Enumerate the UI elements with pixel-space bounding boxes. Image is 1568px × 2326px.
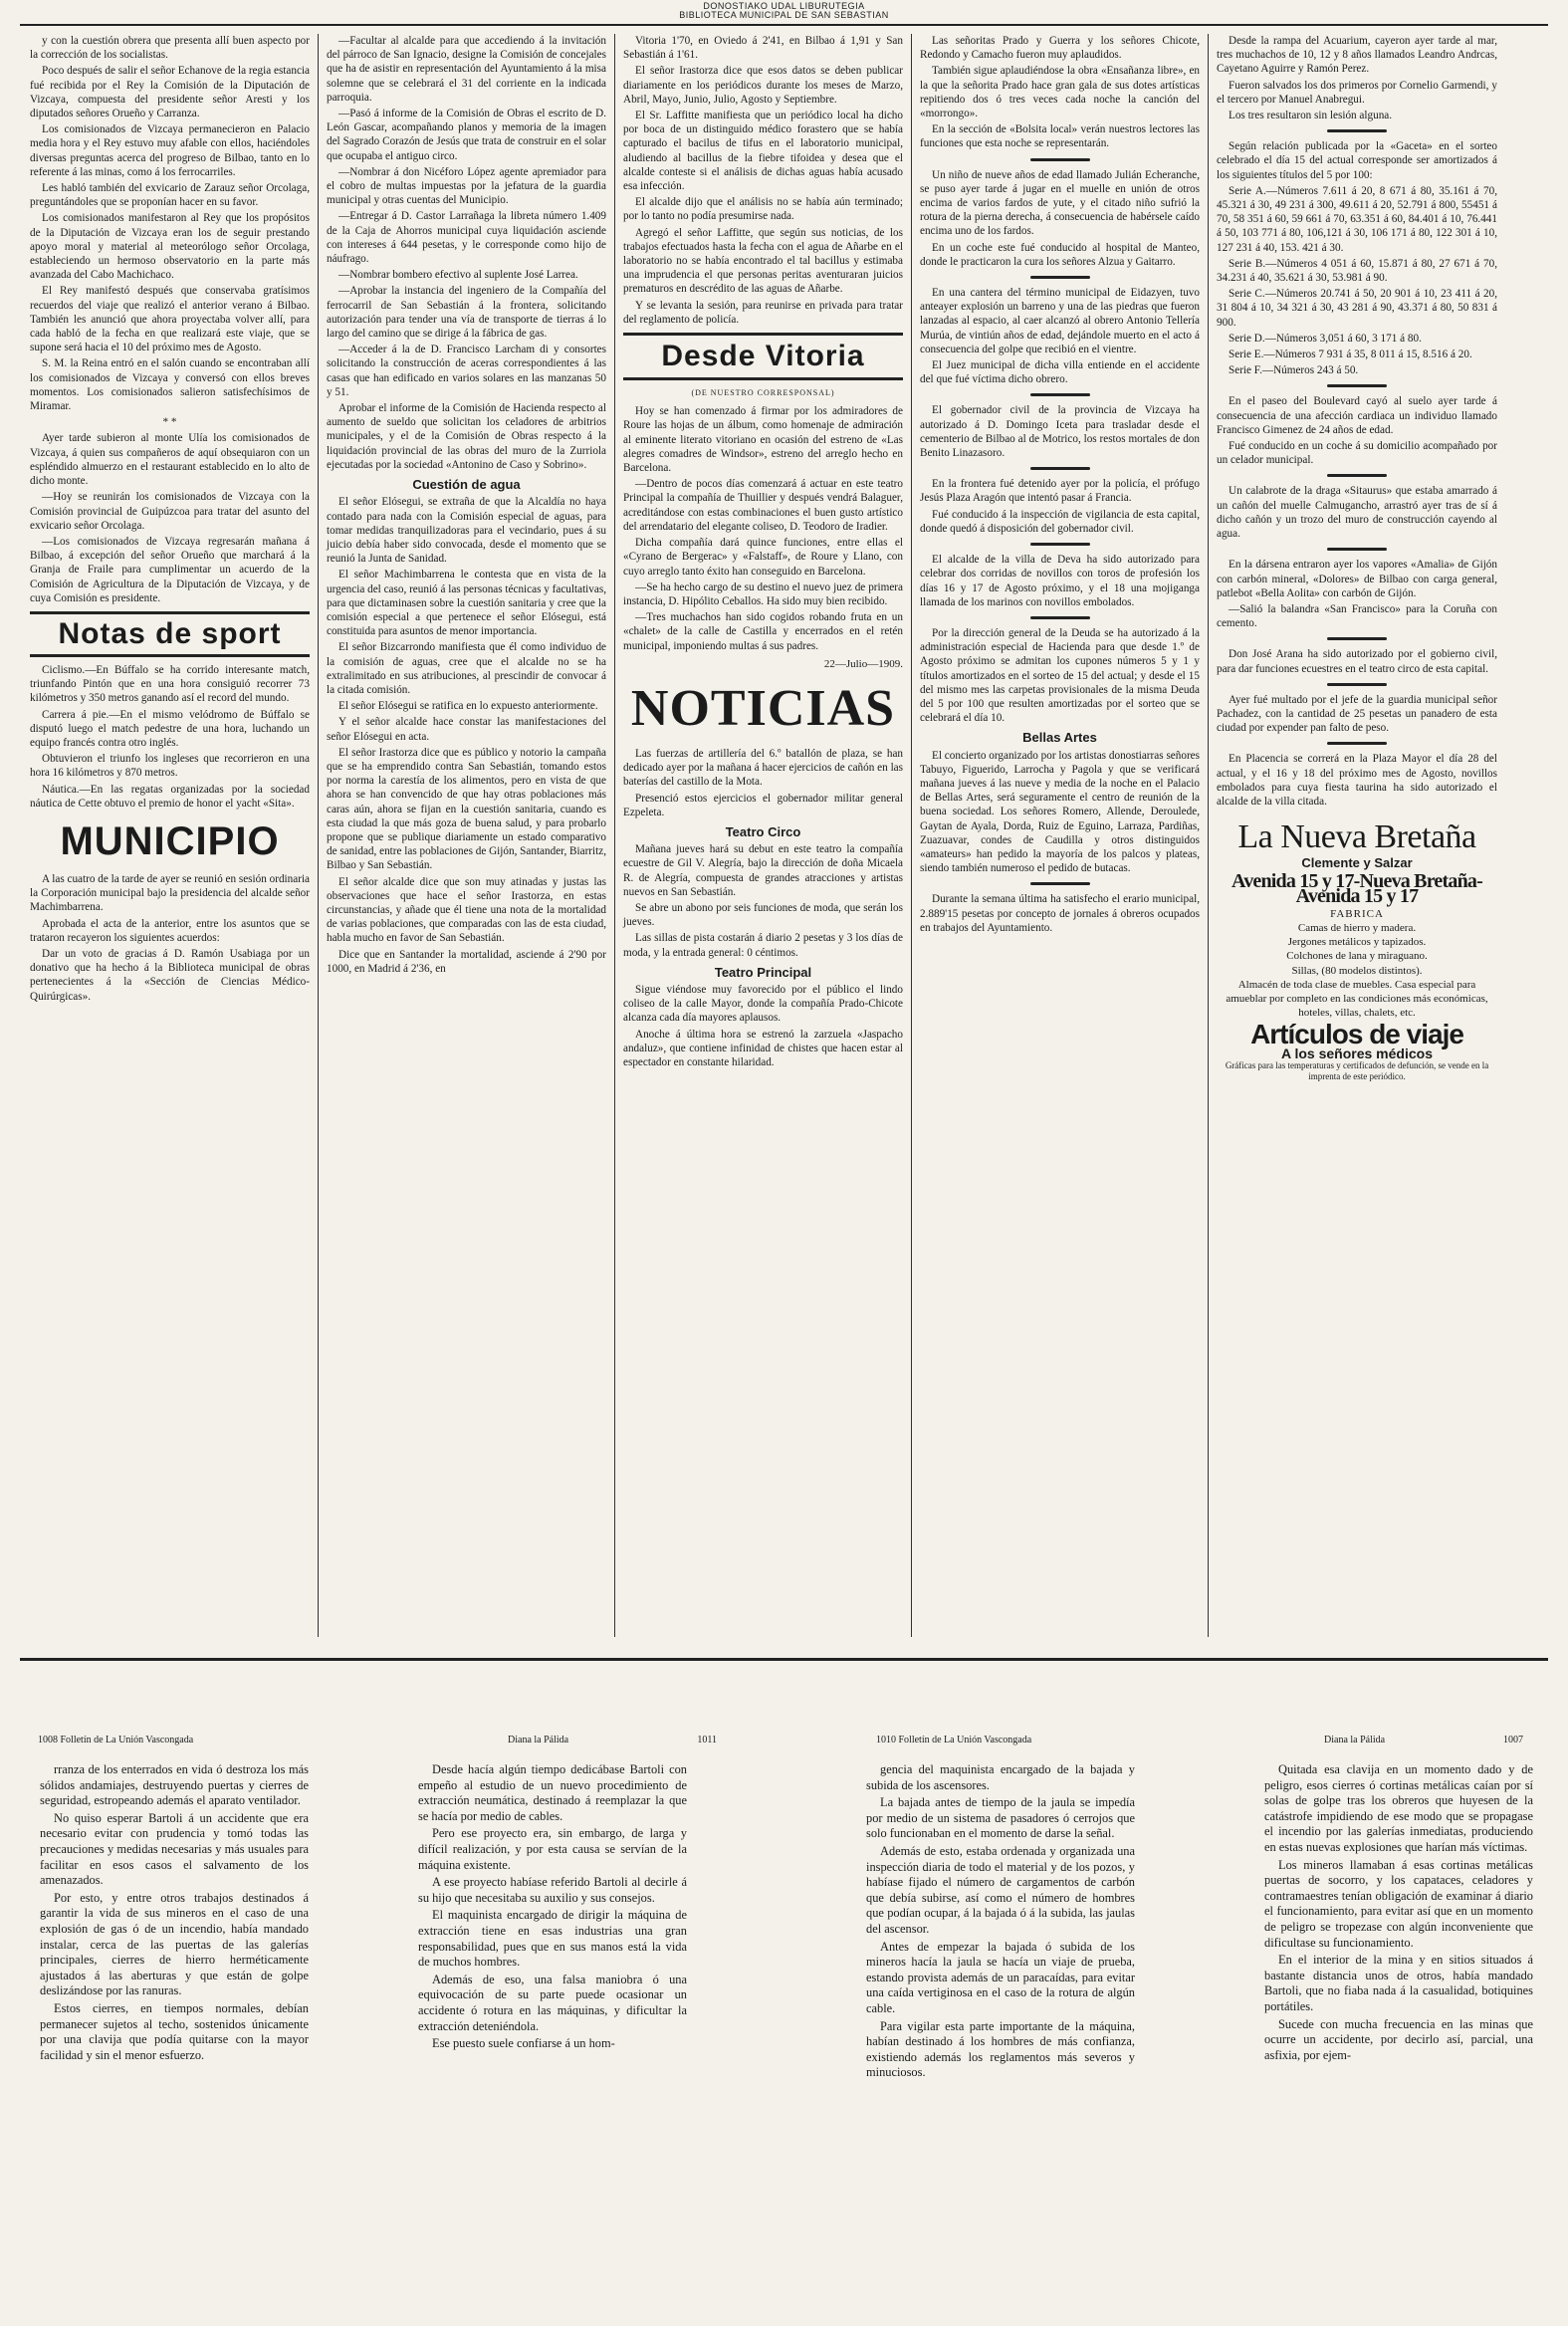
separator bbox=[1327, 742, 1387, 745]
paragraph: El alcalde de la villa de Deva ha sido autorizado para celebrar dos corridas de novillos con toros de profesión los días 16 y 17 de Agosto próximo, y el 18 una mojiganga llamada de los marinos con novillos embolados. bbox=[920, 554, 1200, 608]
paragraph: Serie A.—Números 7.611 á 20, 8 671 á 80, 35.161 á 70, 45.321 á 30, 49 231 á 300, 49.611 á 20, 52.791 á 800, 55451 á 70, 58 351 á 60, 59 661 á 70, 63.351 á 60, 84.401 á 10, 76.441 á 50, 103 771 á 80, 106,121 á 30, 106 171 á 80, 122 301 á 10, 127 231 á 40, 153. 421 á 30. bbox=[1217, 184, 1497, 254]
paragraph: Vitoria 1'70, en Oviedo á 2'41, en Bilbao á 1,91 y San Sebastián á 1'61. bbox=[623, 35, 903, 62]
paragraph: El señor Elósegui, se extraña de que la Alcaldía no haya contado para nada con la Comisión especial de aguas, para tomar medidas tranquilizadoras para el vecindario, pues á su juicio debía haber sido convocada, desde el momento que se reunió la Junta de Sanidad. bbox=[327, 496, 606, 566]
ad-line: Colchones de lana y miraguano. bbox=[1286, 950, 1428, 963]
separator bbox=[1030, 276, 1090, 279]
paragraph: Dicha compañía dará quince funciones, entre ellas el «Cyrano de Bergerac» y «Falstaff», de Roure y Llano, con cuyo arreglo tanto éxito han conseguido en Barcelona. bbox=[623, 537, 903, 578]
ad-line: Sillas, (80 modelos distintos). bbox=[1291, 964, 1423, 977]
paragraph: Poco después de salir el señor Echanove de la regia estancia fué recibida por el Rey la Comisión de la Diputación de Vizcaya, compuesta del presidente señor Aresti y los diputados señores Orueño y Carranza. bbox=[30, 65, 311, 120]
paragraph: —Hoy se reunirán los comisionados de Vizcaya con la Comisión provincial de Guipúzcoa para tratar del asunto del exvicario señor Orcolaga. bbox=[30, 491, 310, 532]
paragraph: El Rey manifestó después que conservaba gratísimos recuerdos del viaje que realizó el anterior verano á Bilbao. También les anunció que ahora proyectaba volver allí, para cada habló de la fecha en que realizará este viaje, que se supone será hacia el 10 del próximo mes de Agosto. bbox=[30, 285, 310, 354]
paragraph: —Los comisionados de Vizcaya regresarán mañana á Bilbao, á excepción del señor Orueño que marchará á la Granja de Fraile para cumplimentar un acuerdo de la Comisión de Agricultura de la Diputación de Vizcaya, y de cuya Comisión es presidente. bbox=[30, 535, 310, 604]
paragraph: Mañana jueves hará su debut en este teatro la compañía ecuestre de Gil V. Alegría, bajo la dirección de doña Micaela R. de Alegría, compuesta de grandes atracciones y artistas nuevos en San Sebastián. bbox=[623, 843, 903, 898]
advertisement bbox=[1217, 818, 1497, 1082]
paragraph: Las sillas de pista costarán á diario 2 pesetas y 3 los días de moda, y la entrada general: 0 céntimos. bbox=[623, 932, 903, 959]
feuilleton-header-1 bbox=[38, 1735, 193, 1748]
paragraph: No quiso esperar Bartoli á un accidente que era necesario evitar con prudencia y tomó todas las precauciones y medidas necesarias y más usuales para facilitar en esos casos el salvamento de los amenazados. bbox=[40, 1810, 309, 1888]
paragraph: Según relación publicada por la «Gaceta» en el sorteo celebrado el día 15 del actual corresponde ser amortizados á los siguientes títulos del 5 por 100: bbox=[1217, 140, 1497, 181]
paragraph: El gobernador civil de la provincia de Vizcaya ha autorizado á D. Domingo Iceta para trasladar desde el cementerio de Bilbao al de Motrico, los restos mortales de don Benito Linazasoro. bbox=[920, 404, 1200, 460]
section-title-sport: Notas de sport bbox=[30, 611, 310, 657]
paragraph: Presenció estos ejercicios el gobernador militar general Ezpeleta. bbox=[623, 792, 903, 818]
paragraph: Dice que en Santander la mortalidad, asciende á 2'90 por 1000, en Madrid á 2'36, en bbox=[327, 948, 606, 975]
column-3 bbox=[615, 34, 912, 1637]
paragraph: —Salió la balandra «San Francisco» para la Coruña con cemento. bbox=[1217, 602, 1497, 630]
paragraph: Se abre un abono por seis funciones de moda, que serán los jueves. bbox=[623, 901, 903, 929]
paragraph: Un niño de nueve años de edad llamado Julián Echeranche, se puso ayer tarde á jugar en el muelle en unión de otros encima de varios fardos de yute, y el citado niño sufrió la rotura de la pierna derecha, á consecuencia de habérsele caído encima uno de los fardos. bbox=[920, 168, 1200, 238]
paragraph: Para vigilar esta parte importante de la máquina, habían destinado á los hombres de más confianza, existiendo además los reglamentos más severos y minuciosos. bbox=[866, 2018, 1135, 2080]
paragraph: Obtuvieron el triunfo los ingleses que recorrieron en una hora 16 kilómetros y 870 metros. bbox=[30, 753, 310, 780]
ad-business-name: La Nueva Bretaña bbox=[1237, 818, 1476, 856]
paragraph: rranza de los enterrados en vida ó destroza los más sólidos andamiajes, destruyendo puertas y cierres de seguridad, estropeando además el aparato ventilador. bbox=[40, 1762, 309, 1808]
paragraph: Por la dirección general de la Deuda se ha autorizado á la administración especial de Hacienda para que desde 1.º de Agosto próximo se admitan los cupones números 5 y 1 y títulos amortizados en el sorteo de 15 del actual; y desde el 15 del mismo mes las carpetas provisionales de la misma Deuda del 5 por 100 que resulten amortizadas por el sorteo que se celebrará el día 10. bbox=[920, 626, 1200, 725]
separator bbox=[1327, 129, 1387, 132]
subheading-teatro-principal: Teatro Principal bbox=[714, 964, 812, 980]
paragraph: Fué conducido en un coche á su domicilio acompañado por un celador municipal. bbox=[1217, 440, 1497, 467]
paragraph: —Entregar á D. Castor Larrañaga la libreta número 1.409 de la Caja de Ahorros municipal cuya liquidación asciende con intereses á 644 pesetas, y le corresponde como hijo de náufrago. bbox=[327, 210, 606, 266]
paragraph: Sigue viéndose muy favorecido por el público el lindo coliseo de la calle Mayor, donde la compañía Prado-Chicote alcanza cada día mayores aplausos. bbox=[623, 983, 903, 1025]
paragraph: gencia del maquinista encargado de la bajada y subida de los ascensores. bbox=[866, 1762, 1135, 1792]
paragraph: —Pasó á informe de la Comisión de Obras el escrito de D. León Gascar, acompañando planos y memoria de la imagen del Sagrado Corazón de Jesús que trata de construir en el solar que ocupaba el antiguo circo. bbox=[327, 108, 606, 162]
paragraph: Estos cierres, en tiempos normales, debían permanecer sujetos al techo, sostenidos únicamente por una clavija que podía quitarse con la mayor facilidad y sin el menor esfuerzo. bbox=[40, 2000, 309, 2062]
paragraph: Les habló también del exvicario de Zarauz señor Orcolaga, preguntándoles que se proponían hacer en su favor. bbox=[30, 182, 310, 209]
paragraph: Pero ese proyecto era, sin embargo, de larga y difícil realización, y por esta causa se servían de la máquina existente. bbox=[418, 1826, 687, 1872]
library-stamp bbox=[0, 2, 1568, 20]
paragraph: El concierto organizado por los artistas donostiarras señores Tabuyo, Figuerido, Larrocha y Pagola y que se verificará mañana jueves á las nueve y media de la noche en el Palacio de Bellas Artes, será seguramente el centro de reunión de la buena sociedad. Los señores Romero, Allende, Deroulede, Gaytan de Ayala, Dorda, Ruiz de Eguino, Larraza, Pardiñas, Zuazuavar, condes de Caudilla y otros distinguidos «amateurs» han pedido la mayoría de los palcos y plateas, siendo también numeroso el pedido de butacas. bbox=[920, 749, 1200, 875]
paragraph: —Nombrar á don Nicéforo López agente apremiador para el cobro de multas impuestas por la jefatura de la guardia municipal y otras cuentas del Municipio. bbox=[327, 165, 606, 207]
paragraph: Los comisionados de Vizcaya permanecieron en Palacio media hora y el Rey estuvo muy afable con ellos, haciéndoles diversas preguntas acerca del progreso de Bilbao, tanto en lo referente á las minas, como á los ferrocarriles. bbox=[30, 123, 310, 178]
paragraph: Fué conducido á la inspección de vigilancia de esta capital, donde quedó á disposición del gobernador civil. bbox=[920, 508, 1200, 535]
paragraph: El Sr. Laffitte manifiesta que un periódico local ha dicho por boca de un distinguido médico forastero que se había capturado el bacilus de tifus en el laboratorio municipal, aludiendo al bacillus de la fiebre tifoidea y desea que el alcalde conteste si el análisis de dichas aguas había acusado esa infección. bbox=[623, 110, 903, 193]
separator bbox=[1327, 384, 1387, 387]
paragraph: Serie B.—Números 4 051 á 60, 15.871 á 80, 27 671 á 70, 34.231 á 40, 35.621 á 30, 53.981 á 90. bbox=[1217, 257, 1497, 285]
separator bbox=[1327, 683, 1387, 686]
paragraph: Quitada esa clavija en un momento dado y de peligro, esos cierres ó cortinas metálicas caían por sí solas de golpe tras los obreros que huyesen de la catástrofe impidiendo de ese modo que se propagase el incendio por las galerías inmediatas, produciendo en estas nuevas explosiones que harían más víctimas. bbox=[1264, 1762, 1533, 1854]
section-title-noticias: NOTICIAS bbox=[630, 679, 896, 737]
asterism: * * bbox=[162, 416, 177, 429]
feuilleton-header-text: Diana la Pálida bbox=[1324, 1735, 1386, 1745]
paragraph: Desde hacía algún tiempo dedicábase Bartoli con empeño al estudio de un nuevo procedimiento de extracción neumática, destinado á reemplazar la que se hacía por medio de cables. bbox=[418, 1762, 687, 1823]
page-bottom-rule bbox=[20, 1658, 1548, 1661]
paragraph: Desde la rampa del Acuarium, cayeron ayer tarde al mar, tres muchachos de 10, 12 y 8 años llamados Leandro Andrcas, Cayetano Aguirre y Ramón Perez. bbox=[1217, 35, 1497, 76]
paragraph: En el paseo del Boulevard cayó al suelo ayer tarde á consecuencia de una afección cardiaca un individuo llamado Francisco Gimenez de 24 años de edad. bbox=[1217, 395, 1497, 436]
ad-line: Jergones metálicos y tapizados. bbox=[1287, 936, 1427, 949]
feuilleton-header-text: 1008 Folletín de La Unión Vascongada bbox=[38, 1735, 194, 1745]
paragraph: Las fuerzas de artillería del 6.º batallón de plaza, se han dedicado ayer por la mañana á hacer ejercicios de cañón en las baterías del castillo de la Mota. bbox=[623, 747, 903, 789]
paragraph: Y el señor alcalde hace constar las manifestaciones del señor Elósegui en acta. bbox=[327, 716, 606, 743]
paragraph: Ayer fué multado por el jefe de la guardia municipal señor Pachadez, con la cantidad de 25 pesetas un panadero de esta ciudad por expender pan falto de peso. bbox=[1217, 693, 1497, 735]
paragraph: Serie E.—Números 7 931 á 35, 8 011 á 15, 8.516 á 20. bbox=[1229, 349, 1472, 361]
paragraph: Agregó el señor Laffitte, que según sus noticias, de los trabajos efectuados hasta la fecha con el agua de Añarbe en el laboratorio no se había encontrado el tal bacillus y estimaba una imprudencia el que personas peritas aventuraran juicios prematuros en descrédito de las aguas de Añarbe. bbox=[623, 226, 903, 296]
paragraph: Ciclismo.—En Búffalo se ha corrido interesante match, triunfando Pintón que en una hora consiguió recorrer 73 kilómetros y 350 metros ganando así el record del mundo. bbox=[30, 663, 310, 705]
top-rule bbox=[20, 24, 1548, 26]
paragraph: En la dársena entraron ayer los vapores «Amalia» de Gijón con carbón mineral, «Dolores» de Bilbao con carga general, patlebot «Bella Aolita» con carbón de Gijón. bbox=[1217, 559, 1497, 599]
paragraph: El señor Elósegui se ratifica en lo expuesto anteriormente. bbox=[338, 700, 598, 713]
separator bbox=[1030, 393, 1090, 396]
paragraph: También sigue aplaudiéndose la obra «Ensañanza libre», en la que la señorita Prado hace gran gala de sus dotes artísticas repitiendo dos ó tres veces cada noche la canción del «morrongo». bbox=[920, 65, 1200, 120]
paragraph: —Aprobar la instancia del ingeniero de la Compañía del ferrocarril de San Sebastián á la frontera, solicitando autorización para tender una vía de transporte de tierras á lo largo del camino que se dirige á la fábrica de gas. bbox=[327, 285, 606, 341]
paragraph: Serie D.—Números 3,051 á 60, 3 171 á 80. bbox=[1229, 332, 1422, 345]
paragraph: Anoche á última hora se estrenó la zarzuela «Jaspacho andaluz», que contiene infinidad de chistes que hacen estar al espectador en constante hilaridad. bbox=[623, 1028, 903, 1068]
paragraph: —Tres muchachos han sido cogidos robando fruta en un «chalet» de la calle de Castilla y encerrados en el retén municipal, imponiendo multas á sus padres. bbox=[623, 611, 903, 652]
correspondent-note: (DE NUESTRO CORRESPONSAL) bbox=[691, 388, 835, 398]
feuilleton-column-1 bbox=[40, 1762, 309, 2065]
ad-travel-title: Artículos de viaje bbox=[1250, 1019, 1463, 1050]
feuilleton-page-number: 1007 bbox=[1503, 1735, 1523, 1745]
separator bbox=[1327, 474, 1387, 477]
paragraph: Aprobar el informe de la Comisión de Hacienda respecto al aumento de sueldo que solicitan los celadores de arbitrios municipales, y el de la Comisión de Obras respecto á la liquidación provincial de las obras del muro de la Zurriola ejecutadas por la sociedad «Antonino de Caso y Sobrino». bbox=[327, 402, 606, 471]
paragraph: —Acceder á la de D. Francisco Larcham di y consortes solicitando la construcción de aceras correspondientes á las casas que han edificado en varios solares en las manzanas 50 y 51. bbox=[327, 344, 606, 398]
feuilleton-header-4 bbox=[1324, 1735, 1523, 1748]
feuilleton-header-3 bbox=[876, 1735, 1031, 1748]
separator bbox=[1030, 882, 1090, 885]
separator bbox=[1327, 637, 1387, 640]
paragraph: La bajada antes de tiempo de la jaula se impedía por medio de un sistema de pasadores ó cerrojos que solo funcionaban en el momento de darse la señal. bbox=[866, 1795, 1135, 1841]
column-2 bbox=[319, 34, 615, 1637]
feuilleton-header-text: 1010 Folletín de La Unión Vascongada bbox=[876, 1735, 1032, 1745]
paragraph: Además de eso, una falsa maniobra ó una equivocación de su parte puede ocasionar un accidente ó rotura en las máquinas, y dificultar la extracción deteniéndola. bbox=[418, 1972, 687, 2033]
ad-label: FABRICA bbox=[1330, 907, 1384, 920]
ad-line: Camas de hierro y madera. bbox=[1297, 921, 1417, 934]
paragraph: El señor Irastorza dice que es público y notorio la campaña que se ha emprendido contra San Sebastián, tomando estos por norma la carestía de los alimentos, pero en vista de que ahora se han convencido de que hay otras poblaciones más caras aún, ahora se fijan en la cuestión sanitaria, cuando es esta ciudad la que más goza de buena salud, y para probarlo propone que se publique diariamente un estado comparativo de sanidad, entre las poblaciones de Gijón, Santander, Biarritz, Bilbao y San Sebastián. bbox=[327, 746, 607, 872]
paragraph: En el interior de la mina y en sitios situados á bastante distancia unos de otros, había mandado Bartoli, que no fiaba nada á la casualidad, botiquines portátiles. bbox=[1264, 1953, 1533, 2013]
library-stamp-line2: BIBLIOTECA MUNICIPAL DE SAN SEBASTIAN bbox=[679, 10, 889, 20]
paragraph: Los tres resultaron sin lesión alguna. bbox=[1229, 110, 1393, 122]
paragraph: Además de esto, estaba ordenada y organizada una inspección diaria de todo el material y de los pozos, y habíase fijado el número de cargamentos de carbón que debía subirse, así como el número de hombres que podían ocupar, á la bajada ó á la subida, las jaulas del ascensor. bbox=[866, 1843, 1135, 1936]
paragraph: Un calabrote de la draga «Sitaurus» que estaba amarrado á un cañón del muelle Calmugancho, arrastró ayer tras de sí á dicho cañón y un trozo del muro de construcción cayendo al agua. bbox=[1217, 485, 1497, 541]
paragraph: Ese puesto suele confiarse á un hom- bbox=[432, 2036, 615, 2051]
subheading-teatro-circo: Teatro Circo bbox=[725, 823, 801, 839]
paragraph: El señor alcalde dice que son muy atinadas y justas las observaciones que hace el señor Irastorza, en estas circunstancias, y añade que él tiene una nota de la mortalidad de varias poblaciones, que comparadas con las de esta ciudad, habla mucho en favor de San Sebastián. bbox=[327, 875, 606, 945]
separator bbox=[1030, 616, 1090, 619]
paragraph: Los mineros llamaban á esas cortinas metálicas puertas de socorro, y los capataces, celadores y contramaestres tenían obligación de examinar á diario el funcionamiento, para evitar así que en un momento de peligro se tropezase con algún inconveniente que dificultase su funcionamiento. bbox=[1264, 1857, 1533, 1950]
paragraph: En la sección de «Bolsita local» verán nuestros lectores las funciones que esta noche se representarán. bbox=[920, 123, 1200, 150]
paragraph: Carrera á pie.—En el mismo velódromo de Búffalo se disputó luego el match pedestre de una hora, luchando un equipo francés contra otro inglés. bbox=[30, 708, 310, 749]
paragraph: Durante la semana última ha satisfecho el erario municipal, 2.889'15 pesetas por concepto de jornales á obreros ocupados en trabajos del Ayuntamiento. bbox=[920, 893, 1200, 934]
paragraph: En Placencia se correrá en la Plaza Mayor el día 28 del actual, y el 16 y 18 del próximo mes de Agosto, novillos embolados para cuya fiesta taurina ha sido autorizado el alcalde de la villa citada. bbox=[1217, 753, 1497, 808]
paragraph: Náutica.—En las regatas organizadas por la sociedad náutica de Cette obtuvo el premio de honor el yacht «Sita». bbox=[30, 783, 310, 810]
paragraph: A las cuatro de la tarde de ayer se reunió en sesión ordinaria la Corporación municipal bajo la presidencia del alcalde señor Machimbarrena. bbox=[30, 872, 311, 914]
paragraph: y con la cuestión obrera que presenta allí buen aspecto por la corrección de los socialistas. bbox=[30, 35, 310, 62]
dateline: 22—Julio—1909. bbox=[823, 657, 903, 670]
paragraph: A ese proyecto habíase referido Bartoli al decirle á su hijo que necesitaba su auxilio y sus consejos. bbox=[418, 1875, 687, 1905]
paragraph: En un coche este fué conducido al hospital de Manteo, donde le practicaron la cura los señores Alzua y Gaitarro. bbox=[920, 241, 1200, 268]
paragraph: Serie C.—Números 20.741 á 50, 20 901 á 10, 23 411 á 20, 31 804 á 10, 34 321 á 30, 43 281 á 90, 43.371 á 80, 50 831 á 900. bbox=[1217, 288, 1497, 329]
news-columns bbox=[22, 34, 1545, 1637]
paragraph: Aprobada el acta de la anterior, entre los asuntos que se trataron recayeron los siguientes acuerdos: bbox=[30, 917, 310, 944]
feuilleton-header-text: Diana la Pálida bbox=[508, 1735, 569, 1745]
paragraph: Por esto, y entre otros trabajos destinados á garantir la vida de sus mineros en el caso de una explosión de gas ó de un incendio, había mandado instalar, cerca de las puertas de las galerías principales, cierres de hierro herméticamente ajustados á las aberturas y que están de golpe deslizándose por las ranuras. bbox=[40, 1890, 309, 1998]
ad-medical-title: A los señores médicos bbox=[1281, 1045, 1433, 1061]
ad-medical-note: Gráficas para las temperaturas y certificados de defunción, se vende en la imprenta de este periódico. bbox=[1225, 1059, 1489, 1081]
column-5 bbox=[1209, 34, 1505, 1637]
feuilleton-page-number: 1011 bbox=[697, 1735, 717, 1745]
paragraph: El señor Machimbarrena le contesta que en vista de la urgencia del caso, reunió á las personas técnicas y facultativas, para que dictaminasen sobre la cuestión sanitaria y cree que la comisión especial a que pertenece el señor Elósegui, está constituida para asuntos de menor importancia. bbox=[327, 569, 606, 638]
paragraph: Dar un voto de gracias á D. Ramón Usabiaga por un donativo que ha hecho á la Biblioteca municipal de obras pertenecientes á la «Sección de Ciencias Médico-Quirúrgicas». bbox=[30, 947, 310, 1003]
paragraph: En la frontera fué detenido ayer por la policía, el prófugo Jesús Plaza Aragón que intentó pasar á Francia. bbox=[920, 478, 1200, 505]
separator bbox=[1030, 543, 1090, 546]
paragraph: S. M. la Reina entró en el salón cuando se encontraban allí los comisionados de Vizcaya y conversó con ellos breves momentos. Los comisionados salieron satisfechísimos de Miramar. bbox=[30, 357, 310, 413]
paragraph: El señor Bizcarrondo manifiesta que él como individuo de la comisión de aguas, cree que el alcalde no se ha extralimitado en sus atribuciones, al prescindir de convocar á la citada comisión. bbox=[327, 641, 606, 696]
library-stamp-line1: DONOSTIAKO UDAL LIBURUTEGIA bbox=[703, 1, 865, 11]
paragraph: Los comisionados manifestaron al Rey que los propósitos de la Diputación de Vizcaya eran los de seguir prestando apoyo moral y material al meteorólogo señor Orcolaga, estableciendo un hermoso observatorio en la parte más avanzada del Cabo Machichaco. bbox=[30, 212, 310, 282]
feuilleton-column-2 bbox=[418, 1762, 687, 2054]
paragraph: En una cantera del término municipal de Eidazyen, tuvo anteayer explosión un barreno y una de las piedras que fueron lanzadas al espacio, al caer alcanzó al obrero Antonio Tellería Murúa, de vintiún años de edad, dejándole muerto en el acto á consecuencia del golpe que recibió en el vientre. bbox=[920, 287, 1200, 355]
paragraph: Ayer tarde subieron al monte Ulía los comisionados de Vizcaya, á quien sus compañeros de aquí obsequiaron con un espléndido almuerzo en el restaurant establecido en lo alto de dicho monte. bbox=[30, 432, 310, 488]
paragraph: El alcalde dijo que el análisis no se había aún terminado; por lo tanto no podía presumirse nada. bbox=[623, 196, 903, 223]
ad-owners: Clemente y Salzar bbox=[1301, 855, 1413, 871]
feuilleton-column-4 bbox=[1264, 1762, 1533, 2065]
paragraph: El Juez municipal de dicha villa entiende en el accidente del que fué víctima dicho obrero. bbox=[920, 359, 1200, 386]
separator bbox=[1030, 467, 1090, 470]
paragraph: Antes de empezar la bajada ó subida de los mineros hacía la jaula se hacía un viaje de prueba, estando provista además de un paracaídas, para evitar una caída vertiginosa en el caso de la rotura de algún cable. bbox=[866, 1939, 1135, 2015]
paragraph: Serie F.—Números 243 á 50. bbox=[1229, 364, 1359, 377]
paragraph: Fueron salvados los dos primeros por Cornelio Garmendi, y el tercero por Manuel Anabregui. bbox=[1217, 79, 1497, 106]
feuilleton-header-2 bbox=[508, 1735, 717, 1748]
paragraph: —Se ha hecho cargo de su destino el nuevo juez de primera instancia, D. Hipólito Ceballos. Ha sido muy bien recibido. bbox=[623, 581, 903, 607]
separator bbox=[1030, 158, 1090, 161]
separator bbox=[1327, 548, 1387, 551]
section-title-vitoria: Desde Vitoria bbox=[623, 333, 903, 380]
paragraph: Hoy se han comenzado á firmar por los admiradores de Roure las hojas de un álbum, como homenaje de admiración al eminente literato vitoriano en ocasión del estreno de «Las alegres comadres de Windsor», estreno del arreglo hecho en Barcelona. bbox=[623, 405, 903, 475]
paragraph: Y se levanta la sesión, para reunirse en privada para tratar del reglamento de policía. bbox=[623, 299, 903, 326]
paragraph: —Facultar al alcalde para que accediendo á la invitación del párroco de San Ignacio, designe la Comisión de concejales que ha de asistir en representación del Ayuntamiento á la misa solemne que se celebrará el 31 del corriente en la indicada parroquia. bbox=[327, 35, 606, 104]
feuilleton-column-3 bbox=[866, 1762, 1135, 2083]
paragraph: —Nombrar bombero efectivo al suplente José Larrea. bbox=[338, 269, 578, 282]
paragraph: El maquinista encargado de dirigir la máquina de extracción tiene en esas industrias una gran responsabilidad, pues que en sus manos está la vida de muchos hombres. bbox=[418, 1908, 687, 1970]
subheading-agua: Cuestión de agua bbox=[412, 477, 521, 493]
paragraph: El señor Irastorza dice que esos datos se deben publicar diariamente en los periódicos durante los meses de Marzo, Abril, Mayo, Junio, Julio, Agosto y Septiembre. bbox=[623, 65, 903, 106]
column-4 bbox=[912, 34, 1209, 1637]
paragraph: Don José Arana ha sido autorizado por el gobierno civil, para dar funciones ecuestres en el teatro circo de esta capital. bbox=[1217, 648, 1497, 675]
paragraph: Sucede con mucha frecuencia en las minas que ocurre un accidente, por decirlo así, parcial, una asfixia, por ejem- bbox=[1264, 2016, 1533, 2062]
section-title-municipio: MUNICIPIO bbox=[60, 818, 280, 863]
ad-address: Avenida 15 y 17-Nueva Bretaña-Avenida 15 y 17 bbox=[1232, 870, 1482, 907]
ad-line: Almacén de toda clase de muebles. Casa especial para amueblar por completo en las condiciones más económicas, hoteles, villas, chalets, etc. bbox=[1226, 978, 1488, 1020]
paragraph: Las señoritas Prado y Guerra y los señores Chicote, Redondo y Camacho fueron muy aplaudidos. bbox=[920, 35, 1200, 62]
column-1 bbox=[22, 34, 319, 1637]
paragraph: —Dentro de pocos días comenzará á actuar en este teatro Principal la compañía de Thuillier y después vendrá Balaguer, acreditándose con estas combinaciones el buen gusto artístico del arrendatario del elegante coliseo, D. Teodoro de Iradier. bbox=[623, 478, 903, 533]
subheading-bellas-artes: Bellas Artes bbox=[1022, 730, 1097, 746]
